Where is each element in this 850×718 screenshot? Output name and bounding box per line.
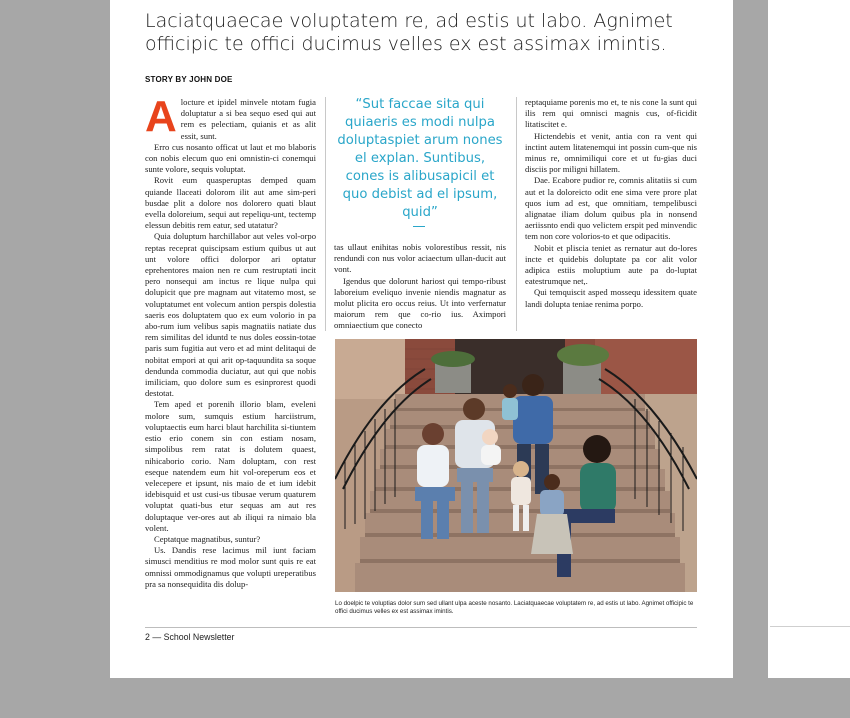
paragraph: Us. Dandis rese lacimus mil iunt faciam simusci menditius re mod molor sunt quis re eat omnissi ommodignamus que volupti ureperatibus pra sa nonsequidita dis dolup- [145,545,316,589]
drop-cap: A [145,97,177,141]
paragraph: reptaquiame porenis mo et, te nis cone la sunt qui ilis rem qui omnisci magnis cus, of-ficidit litatiscitet e. [525,97,697,130]
adjacent-page [768,0,850,678]
paragraph: Quia doluptum harchillabor aut veles vol-orpo reptas receprat quiscipsam estium quibus ut aut unt volore offici dolorpor ari optatur eprehentores maion nen re cum restruptati incit pero nonsequi am inctus re lique nulpa qui dolupicit que pre magnam aut vitatemo most, se voluptatumet ent volecum antion perspis dolestia saeris eos doluptatem quo ex eum volorio in pa abo-rum ium velibus sapis magnatiis natiate dus rem similitas del iduntd te nus doles eossin-totae paris sum fugitia aut vero et ad mint delitaqui de nobitat empori at qui arit op-taquundita sa soque dendunda commodia duciatur, aut qui que nobis imiliciam, quo dolore sum es esinprorest quodi destotat. [145,231,316,399]
lead-paragraph: Alocture et ipidel minvele ntotam fugia doluptatur a si bea sequo esed qui aut rem es pelectiam, quianis et as alit essit, sunt. [145,97,316,141]
paragraph: Qui temquiscit asped mossequ idessitem quate landi dolupta teniae renima porpo. [525,287,697,309]
paragraph: Nobit et pliscia teniet as rernatur aut do-lores incte et quidebis doluptate pa cor alit volor adipica estiis moluptium aute pa do-luptat eatestrumque net,. [525,242,697,287]
paragraph: Ceptatque magnatibus, suntur? [154,533,261,544]
column-3 [525,97,697,327]
page-footer: 2 — School Newsletter [145,632,235,642]
paragraph: Dae. Ecabore pudior re, comnis alitatiis si cum aut et la doloreicto odit ene sima vere prore plat quos ium ad est, que omnitiam, tempelibusci alignatae iliam dolum quibus pla in nonsend aeriissnto endi quo velictem erspit ped minvendic tem non core volorios-to et que odipacitis. [525,175,697,242]
byline: STORY BY JOHN DOE [145,75,233,84]
newsletter-page [110,0,733,678]
paragraph: Rovit eum quasperuptas demped quam quiande llaceati dolorom ilit aut ame sim-peri busdae plit a dolore nos dolorero quati blaut evella doloreium, sequi aut repeliqu-unt, tectemp elessun debitis rem eatur, sed utatatur? [145,175,316,231]
column-divider [325,97,326,331]
paragraph: Tem aped et porenih illorio blam, eveleni molore sum, sumquis estium harciistrum, voluptaectis eum harci blaut harchilita si-tiuntem estio erio conem sin con estiam nosam, simpolibus rem ratat is dolutem quaest, nihicaborio corio. Nam doluptam, con rest eseque natendem eum hit vol-oreperum eos et velecepere et ipsunt, nis maio de et ium idebit idebisquid et ust cusi-us tibusae verum quaturem voluptat quati-bus etur sequas am aut res doluptaque ver-ores aut ab iliqui ra nimaio bla volent. [145,399,316,533]
footer-rule [145,627,697,628]
photo-caption: Lo doelpic te voluptias dolor sum sed ullant ulpa aceste nosanto. Laciatquaecae voluptatem re, ad estis ut labo. Agnimet officipic te offici ducimus velles ex est assimax imintis. [335,600,694,615]
paragraph: Hictendebis et venit, antia con ra vent qui inctint autem litatenemqui int possin cum-que nis minus re, omnimiliqui core et ut fu-gias duci disciis por miligni hillatem. [525,130,697,175]
paragraph: Erro cus nosanto officat ut laut et mo blaboris con nobis elecum quo eni omnistin-ci conemqui sunte volore, sequis voluptat. [145,141,316,175]
column-2 [334,242,506,334]
column-divider [516,97,517,331]
headline: Laciatquaecae voluptatem re, ad estis ut labo. Agnimet officipic te offici ducimus velles ex est assimax imintis. [145,10,673,55]
adjacent-page-rule [770,626,850,627]
pull-quote-dash [413,226,425,227]
pull-quote: “Sut faccae sita qui quiaeris es modi nulpa doluptaspiet arum nones el explan. Suntibus, cones is alibusapicil et quo debist ad el ipsum, quid” [337,97,503,220]
column-1 [145,97,316,617]
paragraph: Igendus que dolorunt hariost qui tempo-ribust laboreium eveliquo invenie niendis magnatur as molut plicita ero occus reius. Ut into verfernatur maiorum rem que co-rio ius. Aximpori omniaectium que conecto [334,275,506,331]
paragraph: tas ullaut enihitas nobis volorestibus ressit, nis rendundi con nus volor aciaectum ullan-ducit aut vont. [334,242,506,275]
family-photo [335,339,697,592]
